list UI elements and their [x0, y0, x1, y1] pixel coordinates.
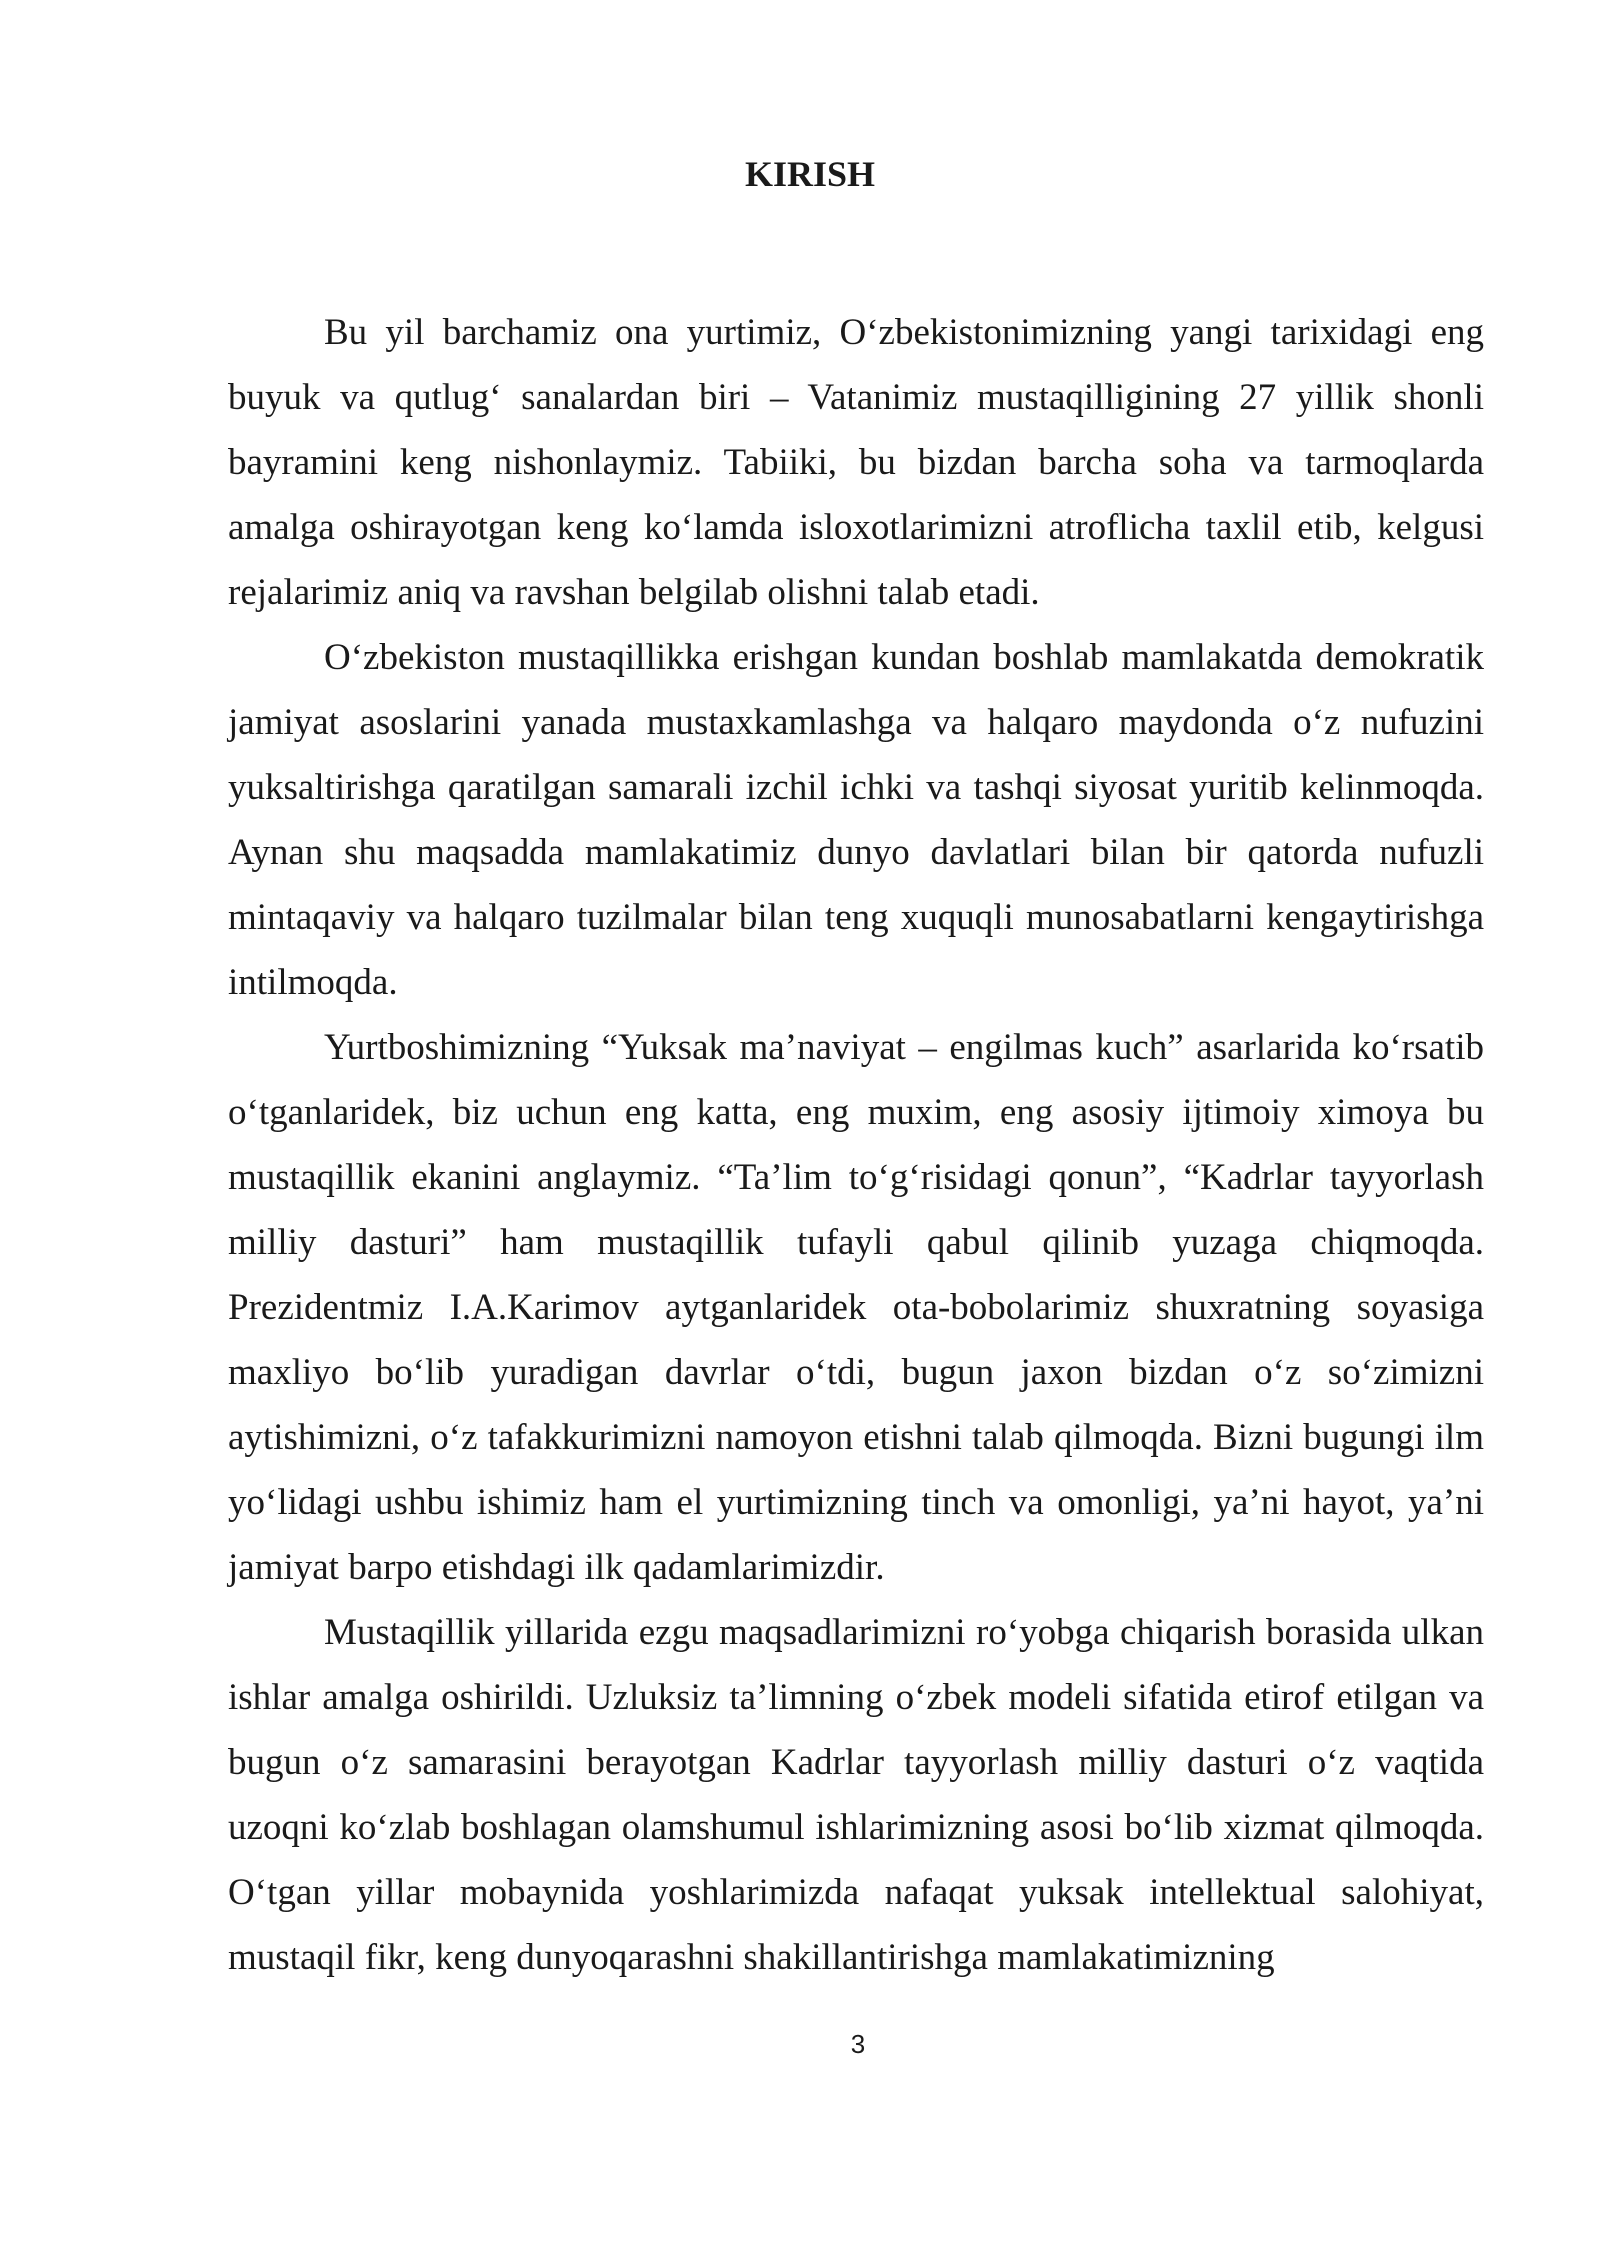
paragraph-4: Mustaqillik yillarida ezgu maqsadlarimizni ro‘yobga chiqarish borasida ulkan ishlar amalga oshirildi. Uzluksiz ta’limning o‘zbek modeli sifatida etirof etilgan va bugun o‘z samarasini berayotgan Kadrlar tayyorlash milliy dasturi o‘z vaqtida uzoqni ko‘zlab boshlagan olamshumul ishlarimizning asosi bo‘lib xizmat qilmoqda. O‘tgan yillar mobaynida yoshlarimizda nafaqat yuksak intellektual salohiyat, mustaqil fikr, keng dunyoqarashni shakillantirishga mamlakatimizning — [228, 1612, 1484, 1978]
body-text — [228, 300, 1484, 1990]
page-title: KIRISH — [744, 154, 876, 194]
page-number: 3 — [850, 2029, 866, 2059]
paragraph-3: Yurtboshimizning “Yuksak ma’naviyat – engilmas kuch” asarlarida ko‘rsatib o‘tganlaridek, biz uchun eng katta, eng muxim, eng asosiy ijtimoiy ximoya bu mustaqillik ekanini anglaymiz. “Ta’lim to‘g‘risidagi qonun”, “Kadrlar tayyorlash milliy dasturi” ham mustaqillik tufayli qabul qilinib yuzaga chiqmoqda. Prezidentmiz I.A.Karimov aytganlaridek ota-bobolarimiz shuxratning soyasiga maxliyo bo‘lib yuradigan davrlar o‘tdi, bugun jaxon bizdan o‘z so‘zimizni aytishimizni, o‘z tafakkurimizni namoyon etishni talab qilmoqda. Bizni bugungi ilm yo‘lidagi ushbu ishimiz ham el yurtimizning tinch va omonligi, ya’ni hayot, ya’ni jamiyat barpo etishdagi ilk qadamlarimizdir. — [228, 1027, 1484, 1588]
paragraph-2: O‘zbekiston mustaqillikka erishgan kundan boshlab mamlakatda demokratik jamiyat asoslarini yanada mustaxkamlashga va halqaro maydonda o‘z nufuzini yuksaltirishga qaratilgan samarali izchil ichki va tashqi siyosat yuritib kelinmoqda. Aynan shu maqsadda mamlakatimiz dunyo davlatlari bilan bir qatorda nufuzli mintaqaviy va halqaro tuzilmalar bilan teng xuquqli munosabatlarni kengaytirishga intilmoqda. — [228, 637, 1484, 1003]
paragraph-1: Bu yil barchamiz ona yurtimiz, O‘zbekistonimizning yangi tarixidagi eng buyuk va qutlug‘ sanalardan biri – Vatanimiz mustaqilligining 27 yillik shonli bayramini keng nishonlaymiz. Tabiiki, bu bizdan barcha soha va tarmoqlarda amalga oshirayotgan keng ko‘lamda isloxotlarimizni atroflicha taxlil etib, kelgusi rejalarimiz aniq va ravshan belgilab olishni talab etadi. — [228, 312, 1484, 613]
